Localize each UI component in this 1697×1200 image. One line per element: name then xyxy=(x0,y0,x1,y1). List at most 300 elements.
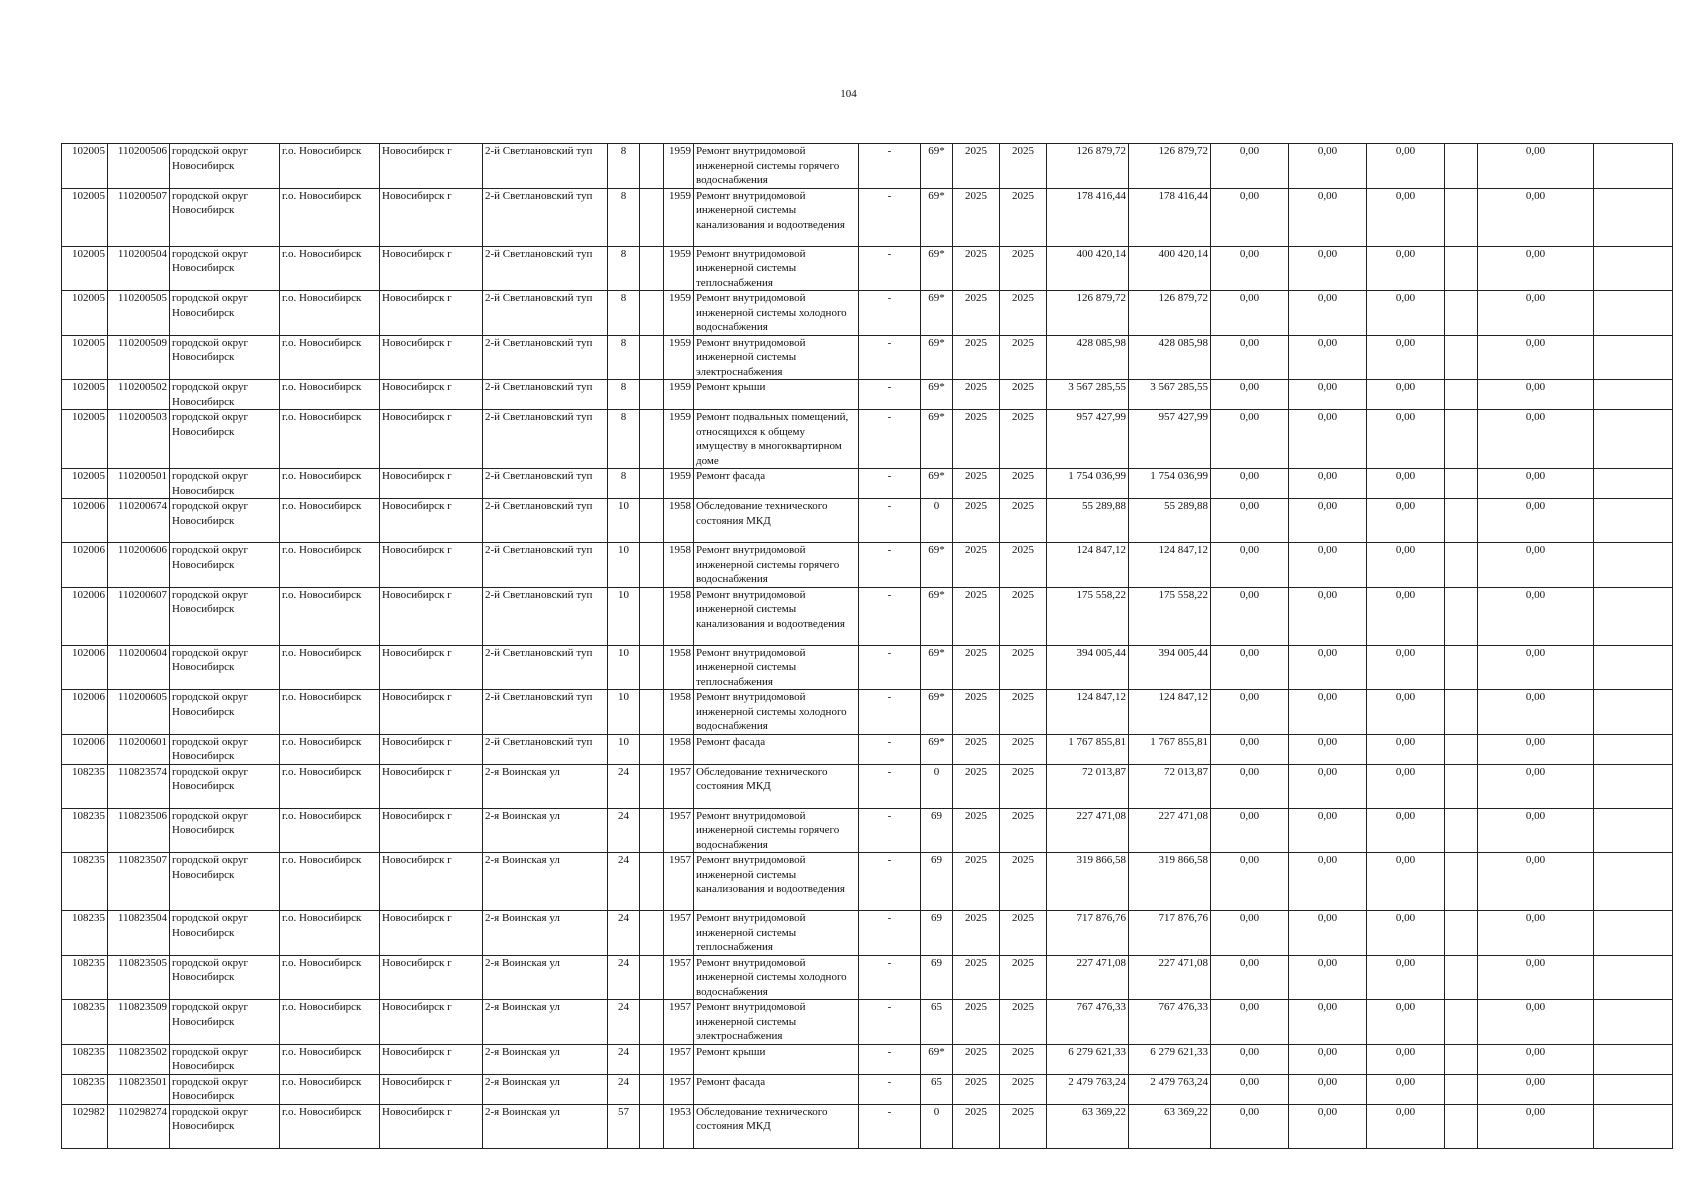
cell-year: 1957 xyxy=(664,853,694,911)
cell-z2: 0,00 xyxy=(1289,1000,1367,1045)
cell-z2: 0,00 xyxy=(1289,955,1367,1000)
cell-okrug: городской округ Новосибирск xyxy=(170,1104,280,1148)
cell-empty xyxy=(640,1044,664,1074)
cell-pct: 69* xyxy=(921,690,953,735)
cell-y2: 2025 xyxy=(1000,853,1047,911)
cell-dash: - xyxy=(859,853,921,911)
cell-id: 102006 xyxy=(62,499,108,543)
cell-year: 1957 xyxy=(664,1044,694,1074)
table-row xyxy=(62,911,1673,956)
cell-go: г.о. Новосибирск xyxy=(280,543,380,588)
cell-sum1: 126 879,72 xyxy=(1047,144,1129,189)
cell-empty xyxy=(1445,499,1478,543)
cell-y2: 2025 xyxy=(1000,764,1047,808)
cell-street: 2-й Светлановский туп xyxy=(483,188,608,246)
table-row xyxy=(62,1074,1673,1104)
cell-pct: 69* xyxy=(921,543,953,588)
cell-house: 24 xyxy=(608,853,640,911)
cell-year: 1957 xyxy=(664,955,694,1000)
cell-empty xyxy=(1445,808,1478,853)
cell-house: 10 xyxy=(608,587,640,645)
cell-house: 10 xyxy=(608,543,640,588)
cell-city: Новосибирск г xyxy=(380,410,483,469)
cell-y1: 2025 xyxy=(953,587,1000,645)
cell-okrug: городской округ Новосибирск xyxy=(170,410,280,469)
cell-empty xyxy=(1594,380,1673,410)
cell-z1: 0,00 xyxy=(1211,1000,1289,1045)
cell-house: 8 xyxy=(608,410,640,469)
cell-z2: 0,00 xyxy=(1289,587,1367,645)
cell-street: 2-й Светлановский туп xyxy=(483,499,608,543)
cell-pct: 69 xyxy=(921,911,953,956)
cell-id: 108235 xyxy=(62,1000,108,1045)
cell-street: 2-я Воинская ул xyxy=(483,808,608,853)
cell-code: 110200601 xyxy=(108,734,170,764)
cell-empty xyxy=(640,808,664,853)
cell-empty xyxy=(1445,246,1478,291)
cell-z4: 0,00 xyxy=(1478,1074,1594,1104)
cell-okrug: городской округ Новосибирск xyxy=(170,1044,280,1074)
cell-code: 110200605 xyxy=(108,690,170,735)
cell-year: 1957 xyxy=(664,764,694,808)
cell-id: 108235 xyxy=(62,853,108,911)
cell-id: 102005 xyxy=(62,469,108,499)
cell-street: 2-й Светлановский туп xyxy=(483,335,608,380)
cell-empty xyxy=(1445,853,1478,911)
cell-street: 2-й Светлановский туп xyxy=(483,690,608,735)
cell-y1: 2025 xyxy=(953,380,1000,410)
cell-sum2: 400 420,14 xyxy=(1129,246,1211,291)
cell-id: 108235 xyxy=(62,764,108,808)
cell-y2: 2025 xyxy=(1000,645,1047,690)
cell-dash: - xyxy=(859,645,921,690)
cell-pct: 69* xyxy=(921,144,953,189)
cell-id: 102005 xyxy=(62,144,108,189)
cell-z3: 0,00 xyxy=(1367,645,1445,690)
cell-sum1: 319 866,58 xyxy=(1047,853,1129,911)
cell-empty xyxy=(640,246,664,291)
cell-city: Новосибирск г xyxy=(380,1104,483,1148)
cell-pct: 69 xyxy=(921,808,953,853)
cell-okrug: городской округ Новосибирск xyxy=(170,911,280,956)
cell-empty xyxy=(1445,764,1478,808)
cell-empty xyxy=(640,188,664,246)
cell-z3: 0,00 xyxy=(1367,246,1445,291)
cell-z1: 0,00 xyxy=(1211,1074,1289,1104)
cell-city: Новосибирск г xyxy=(380,955,483,1000)
cell-work: Ремонт подвальных помещений, относящихся к общему имуществу в многоквартирном доме xyxy=(694,410,859,469)
cell-go: г.о. Новосибирск xyxy=(280,144,380,189)
cell-z4: 0,00 xyxy=(1478,734,1594,764)
cell-empty xyxy=(1594,853,1673,911)
cell-y2: 2025 xyxy=(1000,1074,1047,1104)
cell-y1: 2025 xyxy=(953,1044,1000,1074)
cell-sum2: 175 558,22 xyxy=(1129,587,1211,645)
cell-sum1: 227 471,08 xyxy=(1047,955,1129,1000)
cell-empty xyxy=(640,499,664,543)
cell-dash: - xyxy=(859,543,921,588)
cell-code: 110200507 xyxy=(108,188,170,246)
cell-empty xyxy=(640,734,664,764)
cell-house: 10 xyxy=(608,645,640,690)
cell-sum2: 1 767 855,81 xyxy=(1129,734,1211,764)
cell-z2: 0,00 xyxy=(1289,380,1367,410)
cell-empty xyxy=(1594,764,1673,808)
cell-pct: 0 xyxy=(921,1104,953,1148)
cell-z2: 0,00 xyxy=(1289,734,1367,764)
cell-work: Ремонт фасада xyxy=(694,734,859,764)
cell-year: 1959 xyxy=(664,188,694,246)
cell-code: 110200503 xyxy=(108,410,170,469)
cell-z4: 0,00 xyxy=(1478,469,1594,499)
cell-y2: 2025 xyxy=(1000,690,1047,735)
cell-go: г.о. Новосибирск xyxy=(280,690,380,735)
cell-okrug: городской округ Новосибирск xyxy=(170,499,280,543)
cell-year: 1959 xyxy=(664,291,694,336)
cell-code: 110823507 xyxy=(108,853,170,911)
cell-y1: 2025 xyxy=(953,734,1000,764)
cell-house: 24 xyxy=(608,764,640,808)
cell-dash: - xyxy=(859,246,921,291)
cell-okrug: городской округ Новосибирск xyxy=(170,469,280,499)
cell-pct: 69* xyxy=(921,469,953,499)
cell-z4: 0,00 xyxy=(1478,543,1594,588)
cell-dash: - xyxy=(859,911,921,956)
cell-street: 2-й Светлановский туп xyxy=(483,410,608,469)
cell-sum1: 72 013,87 xyxy=(1047,764,1129,808)
cell-z3: 0,00 xyxy=(1367,335,1445,380)
cell-empty xyxy=(640,1000,664,1045)
cell-dash: - xyxy=(859,808,921,853)
table-row xyxy=(62,291,1673,336)
cell-city: Новосибирск г xyxy=(380,246,483,291)
cell-work: Ремонт внутридомовой инженерной системы холодного водоснабжения xyxy=(694,690,859,735)
cell-year: 1958 xyxy=(664,734,694,764)
cell-pct: 69* xyxy=(921,734,953,764)
cell-pct: 69* xyxy=(921,410,953,469)
cell-year: 1958 xyxy=(664,645,694,690)
cell-dash: - xyxy=(859,734,921,764)
cell-z3: 0,00 xyxy=(1367,587,1445,645)
cell-z1: 0,00 xyxy=(1211,543,1289,588)
cell-code: 110200505 xyxy=(108,291,170,336)
table-row xyxy=(62,645,1673,690)
cell-work: Ремонт внутридомовой инженерной системы электроснабжения xyxy=(694,1000,859,1045)
cell-empty xyxy=(640,335,664,380)
cell-city: Новосибирск г xyxy=(380,764,483,808)
cell-z2: 0,00 xyxy=(1289,246,1367,291)
cell-okrug: городской округ Новосибирск xyxy=(170,144,280,189)
cell-z3: 0,00 xyxy=(1367,808,1445,853)
cell-y2: 2025 xyxy=(1000,1000,1047,1045)
cell-y1: 2025 xyxy=(953,955,1000,1000)
cell-code: 110200607 xyxy=(108,587,170,645)
cell-id: 102006 xyxy=(62,690,108,735)
cell-y1: 2025 xyxy=(953,543,1000,588)
cell-city: Новосибирск г xyxy=(380,645,483,690)
table-row xyxy=(62,1044,1673,1074)
cell-y2: 2025 xyxy=(1000,469,1047,499)
cell-okrug: городской округ Новосибирск xyxy=(170,246,280,291)
cell-sum1: 124 847,12 xyxy=(1047,543,1129,588)
cell-work: Обследование технического состояния МКД xyxy=(694,1104,859,1148)
cell-go: г.о. Новосибирск xyxy=(280,734,380,764)
cell-pct: 69* xyxy=(921,645,953,690)
cell-street: 2-я Воинская ул xyxy=(483,1074,608,1104)
cell-z2: 0,00 xyxy=(1289,410,1367,469)
cell-house: 57 xyxy=(608,1104,640,1148)
cell-dash: - xyxy=(859,1074,921,1104)
cell-y2: 2025 xyxy=(1000,734,1047,764)
cell-y1: 2025 xyxy=(953,1104,1000,1148)
cell-code: 110200502 xyxy=(108,380,170,410)
cell-id: 102005 xyxy=(62,246,108,291)
table-row xyxy=(62,410,1673,469)
cell-sum1: 63 369,22 xyxy=(1047,1104,1129,1148)
cell-y1: 2025 xyxy=(953,144,1000,189)
cell-z2: 0,00 xyxy=(1289,853,1367,911)
cell-z3: 0,00 xyxy=(1367,380,1445,410)
cell-sum1: 2 479 763,24 xyxy=(1047,1074,1129,1104)
cell-empty xyxy=(1445,380,1478,410)
cell-code: 110823505 xyxy=(108,955,170,1000)
cell-sum1: 178 416,44 xyxy=(1047,188,1129,246)
cell-z2: 0,00 xyxy=(1289,645,1367,690)
cell-z4: 0,00 xyxy=(1478,335,1594,380)
cell-sum2: 6 279 621,33 xyxy=(1129,1044,1211,1074)
cell-pct: 69* xyxy=(921,335,953,380)
cell-z2: 0,00 xyxy=(1289,764,1367,808)
cell-sum1: 126 879,72 xyxy=(1047,291,1129,336)
cell-sum2: 72 013,87 xyxy=(1129,764,1211,808)
cell-z2: 0,00 xyxy=(1289,469,1367,499)
cell-empty xyxy=(1594,246,1673,291)
cell-house: 24 xyxy=(608,1074,640,1104)
cell-sum1: 428 085,98 xyxy=(1047,335,1129,380)
cell-y2: 2025 xyxy=(1000,499,1047,543)
cell-z2: 0,00 xyxy=(1289,144,1367,189)
cell-go: г.о. Новосибирск xyxy=(280,1104,380,1148)
cell-z2: 0,00 xyxy=(1289,690,1367,735)
cell-empty xyxy=(640,1104,664,1148)
cell-city: Новосибирск г xyxy=(380,469,483,499)
cell-sum1: 227 471,08 xyxy=(1047,808,1129,853)
cell-id: 102005 xyxy=(62,335,108,380)
cell-house: 24 xyxy=(608,1000,640,1045)
cell-y1: 2025 xyxy=(953,764,1000,808)
cell-work: Ремонт внутридомовой инженерной системы канализования и водоотведения xyxy=(694,587,859,645)
cell-year: 1959 xyxy=(664,380,694,410)
cell-street: 2-я Воинская ул xyxy=(483,911,608,956)
cell-empty xyxy=(640,469,664,499)
cell-empty xyxy=(1594,1074,1673,1104)
cell-y1: 2025 xyxy=(953,291,1000,336)
cell-code: 110200674 xyxy=(108,499,170,543)
cell-z4: 0,00 xyxy=(1478,144,1594,189)
cell-house: 24 xyxy=(608,808,640,853)
cell-street: 2-й Светлановский туп xyxy=(483,645,608,690)
cell-z1: 0,00 xyxy=(1211,764,1289,808)
cell-go: г.о. Новосибирск xyxy=(280,645,380,690)
cell-y2: 2025 xyxy=(1000,144,1047,189)
table-row xyxy=(62,144,1673,189)
cell-z1: 0,00 xyxy=(1211,380,1289,410)
cell-empty xyxy=(1594,499,1673,543)
cell-okrug: городской округ Новосибирск xyxy=(170,335,280,380)
cell-sum2: 3 567 285,55 xyxy=(1129,380,1211,410)
cell-go: г.о. Новосибирск xyxy=(280,1044,380,1074)
cell-year: 1958 xyxy=(664,499,694,543)
cell-empty xyxy=(1445,645,1478,690)
page-number: 104 xyxy=(840,88,857,100)
cell-street: 2-я Воинская ул xyxy=(483,1000,608,1045)
cell-id: 108235 xyxy=(62,1044,108,1074)
cell-street: 2-й Светлановский туп xyxy=(483,543,608,588)
cell-house: 24 xyxy=(608,955,640,1000)
table-row xyxy=(62,1000,1673,1045)
cell-z4: 0,00 xyxy=(1478,499,1594,543)
cell-z2: 0,00 xyxy=(1289,188,1367,246)
cell-empty xyxy=(640,543,664,588)
cell-y2: 2025 xyxy=(1000,543,1047,588)
cell-empty xyxy=(1445,144,1478,189)
cell-go: г.о. Новосибирск xyxy=(280,911,380,956)
cell-go: г.о. Новосибирск xyxy=(280,955,380,1000)
cell-z4: 0,00 xyxy=(1478,246,1594,291)
cell-city: Новосибирск г xyxy=(380,499,483,543)
cell-year: 1959 xyxy=(664,469,694,499)
cell-z4: 0,00 xyxy=(1478,291,1594,336)
cell-year: 1958 xyxy=(664,690,694,735)
cell-id: 108235 xyxy=(62,911,108,956)
cell-empty xyxy=(640,587,664,645)
cell-z3: 0,00 xyxy=(1367,499,1445,543)
cell-z3: 0,00 xyxy=(1367,1000,1445,1045)
cell-z3: 0,00 xyxy=(1367,955,1445,1000)
cell-empty xyxy=(1445,1074,1478,1104)
cell-work: Ремонт внутридомовой инженерной системы холодного водоснабжения xyxy=(694,291,859,336)
cell-sum1: 767 476,33 xyxy=(1047,1000,1129,1045)
cell-okrug: городской округ Новосибирск xyxy=(170,764,280,808)
cell-year: 1957 xyxy=(664,1000,694,1045)
cell-sum1: 957 427,99 xyxy=(1047,410,1129,469)
cell-sum2: 178 416,44 xyxy=(1129,188,1211,246)
cell-z1: 0,00 xyxy=(1211,499,1289,543)
cell-sum1: 394 005,44 xyxy=(1047,645,1129,690)
cell-city: Новосибирск г xyxy=(380,543,483,588)
cell-empty xyxy=(640,764,664,808)
cell-work: Обследование технического состояния МКД xyxy=(694,764,859,808)
cell-empty xyxy=(1594,1000,1673,1045)
cell-z2: 0,00 xyxy=(1289,291,1367,336)
table-row xyxy=(62,380,1673,410)
cell-y2: 2025 xyxy=(1000,380,1047,410)
cell-z4: 0,00 xyxy=(1478,1000,1594,1045)
cell-pct: 69* xyxy=(921,587,953,645)
cell-okrug: городской округ Новосибирск xyxy=(170,1000,280,1045)
cell-y2: 2025 xyxy=(1000,955,1047,1000)
cell-sum1: 55 289,88 xyxy=(1047,499,1129,543)
cell-street: 2-я Воинская ул xyxy=(483,1044,608,1074)
cell-empty xyxy=(1594,543,1673,588)
cell-empty xyxy=(1445,410,1478,469)
cell-y1: 2025 xyxy=(953,246,1000,291)
cell-id: 102006 xyxy=(62,645,108,690)
cell-empty xyxy=(1594,1044,1673,1074)
cell-z3: 0,00 xyxy=(1367,291,1445,336)
cell-id: 102982 xyxy=(62,1104,108,1148)
cell-empty xyxy=(1445,911,1478,956)
cell-empty xyxy=(640,955,664,1000)
cell-work: Ремонт внутридомовой инженерной системы горячего водоснабжения xyxy=(694,543,859,588)
cell-empty xyxy=(640,410,664,469)
cell-z4: 0,00 xyxy=(1478,587,1594,645)
cell-dash: - xyxy=(859,335,921,380)
table-row xyxy=(62,808,1673,853)
cell-go: г.о. Новосибирск xyxy=(280,380,380,410)
cell-z3: 0,00 xyxy=(1367,144,1445,189)
cell-y2: 2025 xyxy=(1000,808,1047,853)
cell-sum2: 126 879,72 xyxy=(1129,144,1211,189)
cell-work: Ремонт крыши xyxy=(694,1044,859,1074)
cell-house: 8 xyxy=(608,246,640,291)
cell-year: 1959 xyxy=(664,144,694,189)
cell-pct: 69* xyxy=(921,188,953,246)
cell-city: Новосибирск г xyxy=(380,291,483,336)
cell-z1: 0,00 xyxy=(1211,1044,1289,1074)
cell-dash: - xyxy=(859,499,921,543)
cell-year: 1959 xyxy=(664,410,694,469)
cell-z1: 0,00 xyxy=(1211,911,1289,956)
cell-dash: - xyxy=(859,1000,921,1045)
cell-house: 8 xyxy=(608,188,640,246)
cell-dash: - xyxy=(859,764,921,808)
table-row xyxy=(62,335,1673,380)
cell-go: г.о. Новосибирск xyxy=(280,188,380,246)
cell-city: Новосибирск г xyxy=(380,188,483,246)
cell-y1: 2025 xyxy=(953,410,1000,469)
cell-street: 2-й Светлановский туп xyxy=(483,246,608,291)
cell-sum2: 124 847,12 xyxy=(1129,690,1211,735)
cell-code: 110298274 xyxy=(108,1104,170,1148)
cell-sum1: 3 567 285,55 xyxy=(1047,380,1129,410)
cell-year: 1957 xyxy=(664,911,694,956)
cell-z3: 0,00 xyxy=(1367,734,1445,764)
cell-id: 108235 xyxy=(62,955,108,1000)
table-row xyxy=(62,469,1673,499)
cell-city: Новосибирск г xyxy=(380,587,483,645)
cell-y2: 2025 xyxy=(1000,911,1047,956)
cell-empty xyxy=(1594,469,1673,499)
cell-empty xyxy=(1594,734,1673,764)
cell-pct: 69* xyxy=(921,380,953,410)
cell-okrug: городской округ Новосибирск xyxy=(170,380,280,410)
cell-sum2: 55 289,88 xyxy=(1129,499,1211,543)
cell-id: 102005 xyxy=(62,188,108,246)
cell-z2: 0,00 xyxy=(1289,335,1367,380)
table-row xyxy=(62,246,1673,291)
cell-z1: 0,00 xyxy=(1211,1104,1289,1148)
cell-sum2: 1 754 036,99 xyxy=(1129,469,1211,499)
cell-z3: 0,00 xyxy=(1367,1044,1445,1074)
cell-street: 2-я Воинская ул xyxy=(483,853,608,911)
cell-empty xyxy=(1594,410,1673,469)
cell-z1: 0,00 xyxy=(1211,410,1289,469)
cell-pct: 69 xyxy=(921,955,953,1000)
cell-dash: - xyxy=(859,291,921,336)
cell-city: Новосибирск г xyxy=(380,144,483,189)
cell-house: 10 xyxy=(608,734,640,764)
